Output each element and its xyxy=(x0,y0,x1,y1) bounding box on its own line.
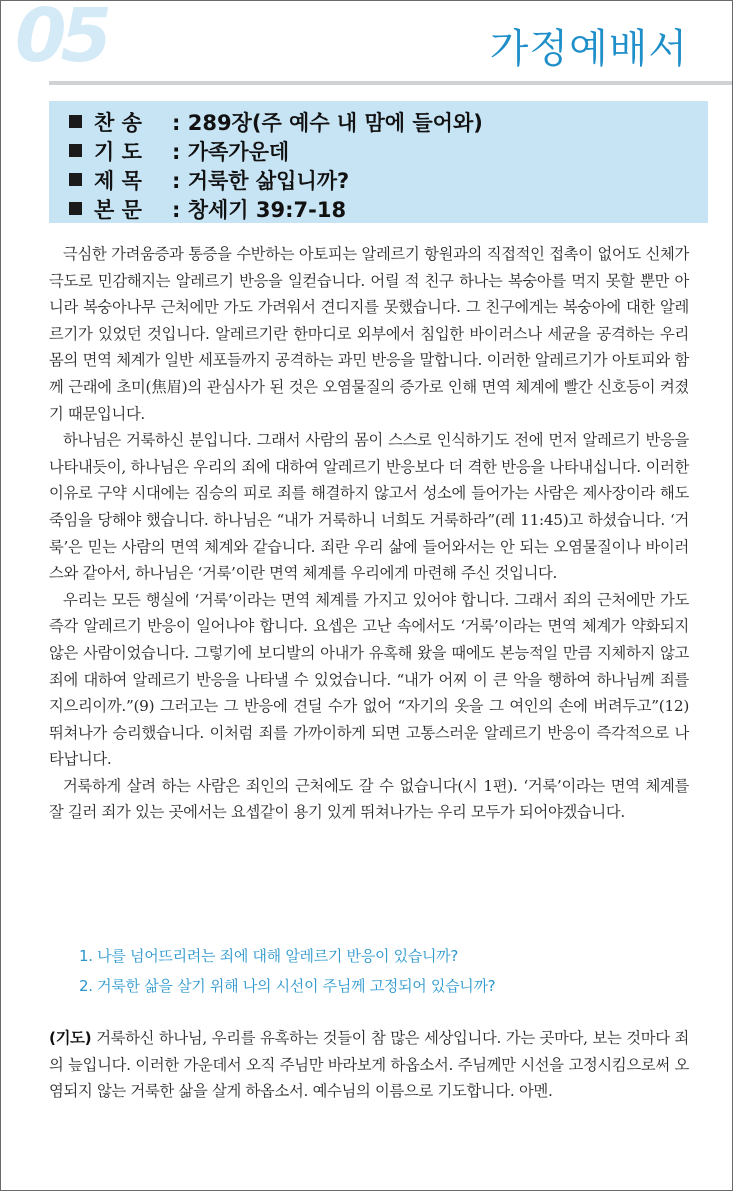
info-row-title xyxy=(69,171,349,192)
info-row-hymn xyxy=(69,113,483,134)
closing-prayer xyxy=(49,1025,689,1105)
info-value: 창세기 39:7-18 xyxy=(187,198,347,222)
info-label: 본 문 xyxy=(94,198,142,222)
info-label: 찬 송 xyxy=(94,111,142,135)
info-colon: : xyxy=(172,198,188,222)
bullet-square-icon xyxy=(69,173,82,186)
info-row-scripture xyxy=(69,200,346,221)
prayer-text: 거룩하신 하나님, 우리를 유혹하는 것들이 참 많은 세상입니다. 가는 곳마다, 보는 것마다 죄의 늪입니다. 이러한 가운데서 오직 주님만 바라보게 하옵소서. 주님께만 시선을 고정시킴으로써 오염되지 않는 거룩한 삶을 살게 하옵소서. 예수님의 이름으로 기도합니다. 아멘. xyxy=(49,1029,690,1101)
sermon-body xyxy=(49,241,689,826)
prayer-label: (기도) xyxy=(49,1029,92,1047)
info-value: 289장(주 예수 내 맘에 들어와) xyxy=(187,111,483,135)
worship-info-box xyxy=(49,101,708,223)
bullet-square-icon xyxy=(69,202,82,215)
info-label: 기 도 xyxy=(94,140,142,164)
discussion-questions xyxy=(79,941,495,1001)
body-paragraph: 거룩하게 살려 하는 사람은 죄인의 근처에도 갈 수 없습니다(시 1편). ‘거룩’이라는 면역 체계를 잘 길러 죄가 있는 곳에서는 요셉같이 용기 있게 뛰쳐나가는 우리 모두가 되어야겠습니다. xyxy=(49,776,689,822)
info-colon: : xyxy=(172,111,188,135)
body-paragraph: 극심한 가려움증과 통증을 수반하는 아토피는 알레르기 항원과의 직접적인 접촉이 없어도 신체가 극도로 민감해지는 알레르기 반응을 일컫습니다. 어릴 적 친구 하나는 복숭아를 먹지 못할 뿐만 아니라 복숭아나무 근처에만 가도 가려워서 견디지를 못했습니다. 그 친구에게는 복숭아에 대한 알레르기가 있었던 것입니다. 알레르기란 한마디로 외부에서 침입한 바이러스나 세균을 공격하는 우리 몸의 면역 체계가 일반 세포들까지 공격하는 과민 반응을 말합니다. 이러한 알레르기가 아토피와 함께 근래에 초미(焦眉)의 관심사가 된 것은 오염물질의 증가로 인해 면역 체계에 빨간 신호등이 켜졌기 때문입니다. xyxy=(49,245,689,423)
bullet-square-icon xyxy=(69,144,82,157)
info-row-prayer xyxy=(69,142,289,163)
question-item: 1. 나를 넘어뜨리려는 죄에 대해 알레르기 반응이 있습니까? xyxy=(79,947,459,965)
day-number: 05 xyxy=(15,0,106,79)
question-item: 2. 거룩한 삶을 살기 위해 나의 시선이 주님께 고정되어 있습니까? xyxy=(79,977,496,995)
body-paragraph: 우리는 모든 행실에 ‘거룩’이라는 면역 체계를 가지고 있어야 합니다. 그래서 죄의 근처에만 가도 즉각 알레르기 반응이 일어나야 합니다. 요셉은 고난 속에서도 ‘거룩’이라는 면역 체계가 약화되지 않은 사람이었습니다. 그렇기에 보디발의 아내가 유혹해 왔을 때에도 본능적일 만큼 지체하지 않고 죄에 대하여 알레르기 반응을 나타낼 수 있었습니다. “내가 어찌 이 큰 악을 행하여 하나님께 죄를 지으리이까.”(9) 그러고는 그 반응에 견딜 수가 없어 “자기의 옷을 그 여인의 손에 버려두고”(12) 뛰쳐나가 승리했습니다. 이처럼 죄를 가까이하게 되면 고통스러운 알레르기 반응이 즉각적으로 나타납니다. xyxy=(49,590,689,769)
info-colon: : xyxy=(172,169,188,193)
header-divider xyxy=(49,81,732,85)
bullet-square-icon xyxy=(69,115,82,128)
info-value: 거룩한 삶입니까? xyxy=(187,169,350,193)
info-label: 제 목 xyxy=(94,169,142,193)
body-paragraph: 하나님은 거룩하신 분입니다. 그래서 사람의 몸이 스스로 인식하기도 전에 먼저 알레르기 반응을 나타내듯이, 하나님은 우리의 죄에 대하여 알레르기 반응보다 더 격한 반응을 나타내십니다. 이러한 이유로 구약 시대에는 짐승의 피로 죄를 해결하지 않고서 성소에 들어가는 사람은 제사장이라 해도 죽임을 당해야 했습니다. 하나님은 “내가 거룩하니 너희도 거룩하라”(레 11:45)고 하셨습니다. ‘거룩’은 믿는 사람의 면역 체계와 같습니다. 죄란 우리 삶에 들어와서는 안 되는 오염물질이나 바이러스와 같아서, 하나님은 ‘거룩’이란 면역 체계를 우리에게 마련해 주신 것입니다. xyxy=(49,431,689,583)
page-title: 가정예배서 xyxy=(489,26,688,72)
info-colon: : xyxy=(172,140,188,164)
info-value: 가족가운데 xyxy=(187,140,290,164)
